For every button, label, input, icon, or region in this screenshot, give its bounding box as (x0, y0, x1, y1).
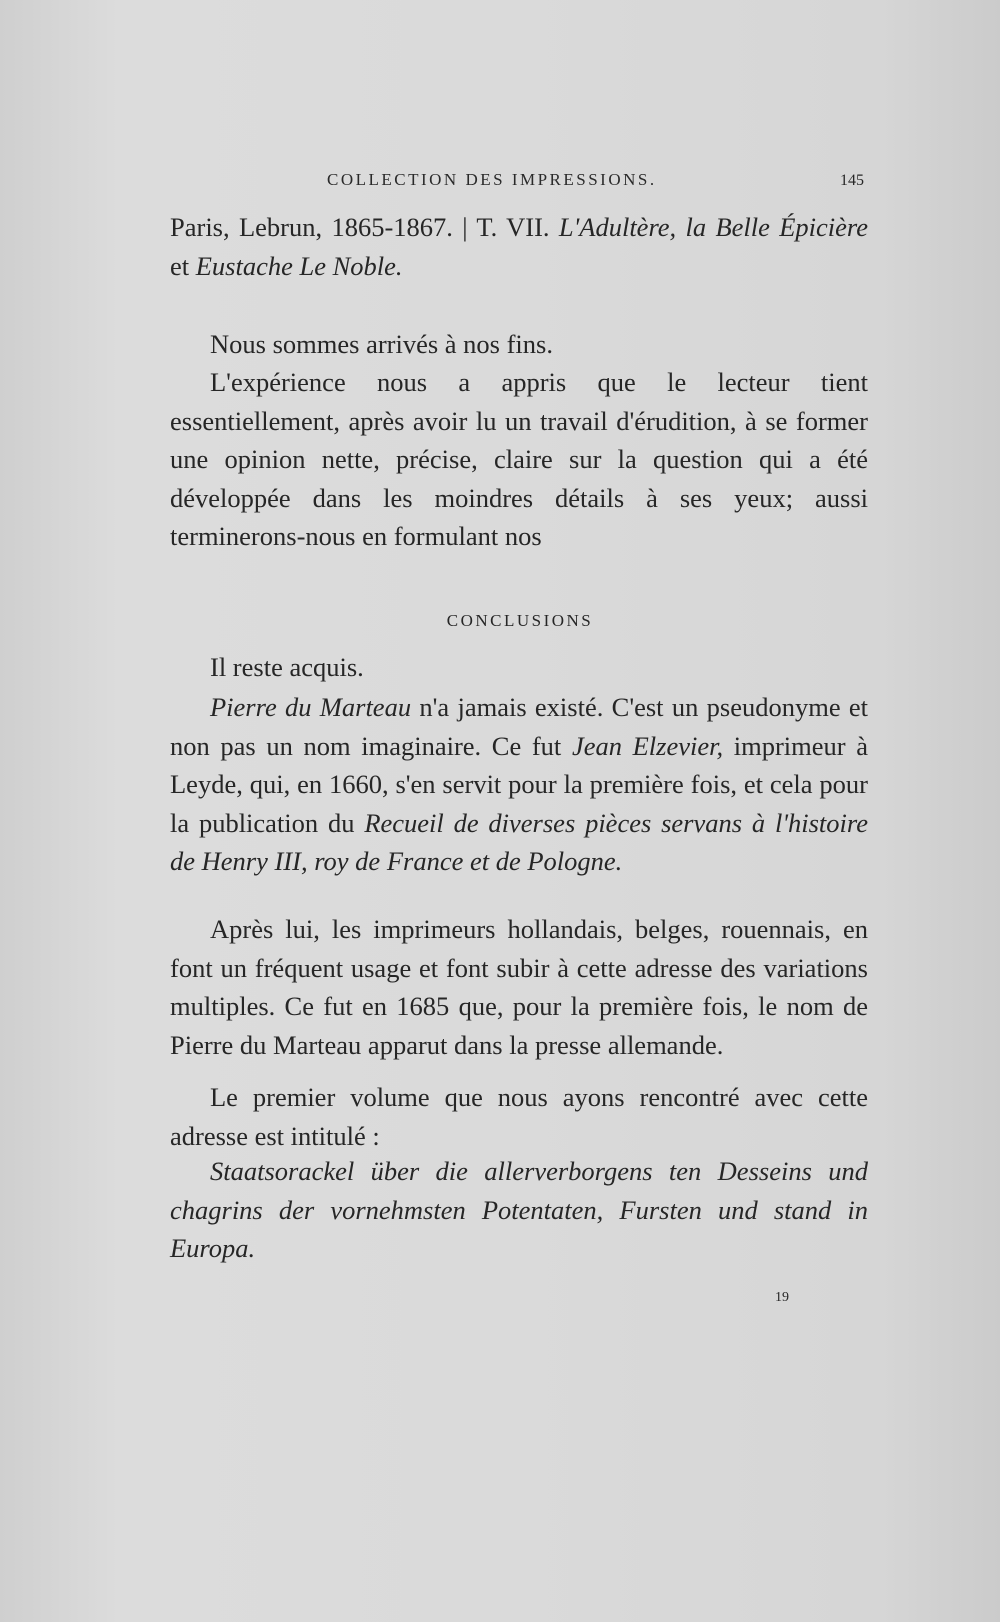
citation-text: Paris, Lebrun, 1865-1867. | T. VII. (170, 212, 559, 242)
page-number: 145 (840, 172, 864, 189)
signature-mark: 19 (775, 1290, 789, 1305)
paragraph-premier-volume: Le premier volume que nous ayons rencontré avec cette adresse est intitulé : (170, 1082, 868, 1151)
citation-title-italic-2: Eustache Le Noble. (195, 250, 403, 281)
paragraph-citation (170, 208, 868, 285)
paragraph-staatsorackel (170, 1152, 868, 1268)
paragraph-pierre-du-marteau (170, 688, 868, 881)
running-head (170, 170, 870, 190)
citation-connector: et (170, 250, 196, 281)
book-title-italic: Staatsorackel über die allerverborgens ten Desseins und chagrins der vornehmsten Potentaten, Fursten und stand in Europa. (170, 1156, 868, 1263)
section-heading-conclusions: CONCLUSIONS (446, 611, 594, 630)
paragraph-arrival: Nous sommes arrivés à nos fins. (210, 329, 553, 359)
name-italic: Pierre du Marteau (210, 692, 412, 722)
paragraph-experience: L'expérience nous a appris que le lecteur tient essentiellement, après avoir lu un travail d'érudition, à se former une opinion nette, précise, claire sur la question qui a été développée dans les moindres détails à ses yeux; aussi terminerons-nous en formulant nos (170, 367, 868, 551)
paragraph-reste-acquis: Il reste acquis. (210, 652, 364, 682)
running-title: COLLECTION DES IMPRESSIONS. (327, 170, 657, 189)
title-italic: Recueil de diverses pièces servans à l'histoire de Henry III, roy de France et de Pologne. (170, 807, 868, 876)
citation-title-italic: L'Adultère, la Belle Épicière (558, 212, 868, 242)
paragraph-apres-lui: Après lui, les imprimeurs hollandais, belges, rouennais, en font un fréquent usage et font subir à cette adresse des variations multiples. Ce fut en 1685 que, pour la première fois, le nom de Pierre du Marteau apparut dans la presse allemande. (170, 914, 868, 1060)
body-text-2: imprimeur à Leyde, qui, en 1660, s'en servit pour la première fois, et cela pour la publication du (170, 730, 868, 838)
name-italic-2: Jean Elzevier, (571, 730, 724, 761)
body-text: n'a jamais existé. C'est un pseudonyme et non pas un nom imaginaire. Ce fut (170, 692, 869, 761)
